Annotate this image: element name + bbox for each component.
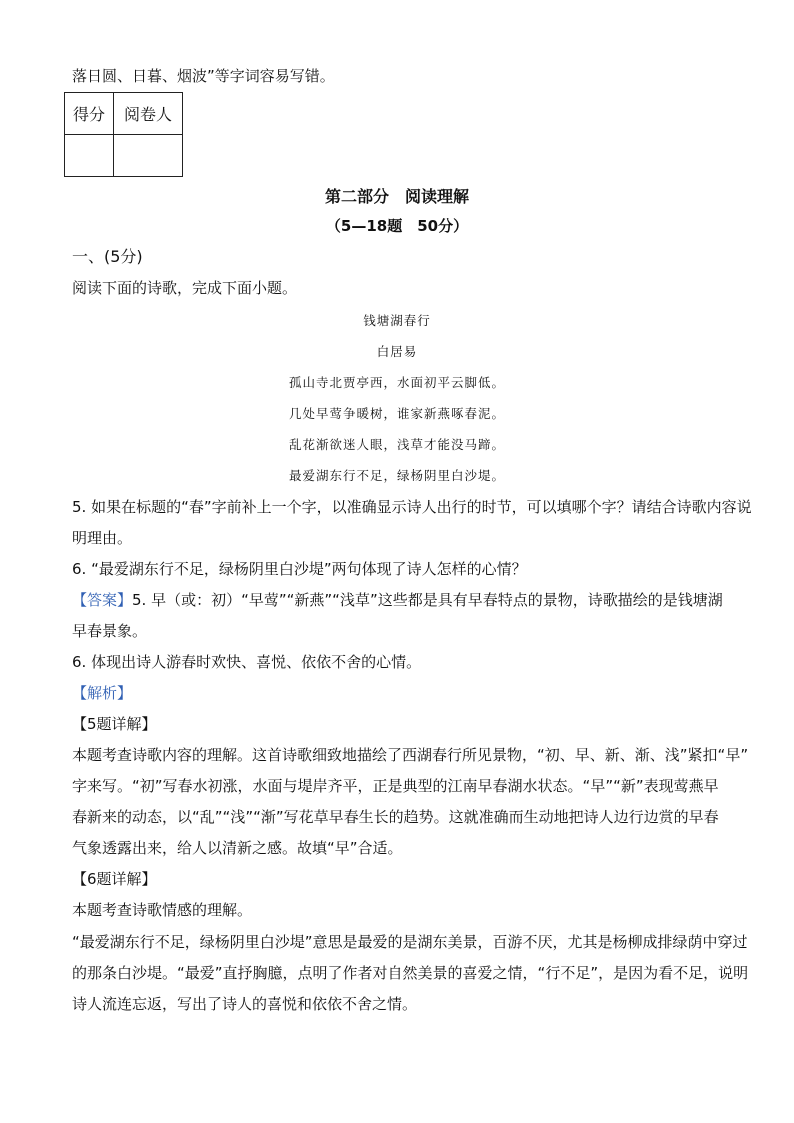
part-subtitle: （5—18题 50分）	[325, 217, 469, 235]
score-table	[64, 92, 183, 177]
answer-label: 【答案】	[72, 591, 133, 609]
poem-title: 钱塘湖春行	[363, 313, 431, 328]
question-5-line2: 明理由。	[72, 529, 133, 547]
poem-author: 白居易	[376, 344, 418, 359]
detail-5-line: 字来写。“初”写春水初涨，水面与堤岸齐平，正是典型的江南早春湖水状态。“早”“新”表现莺燕早	[72, 777, 719, 795]
detail-5-line: 本题考查诗歌内容的理解。这首诗歌细致地描绘了西湖春行所见景物，“初、早、新、渐、浅”紧扣“早”	[72, 746, 749, 764]
poem-line: 最爱湖东行不足，绿杨阴里白沙堤。	[288, 468, 505, 483]
detail-6-line: “最爱湖东行不足，绿杨阴里白沙堤”意思是最爱的是湖东美景，百游不厌，尤其是杨柳成排绿荫中穿过	[72, 933, 748, 951]
detail-6-line: 诗人流连忘返，写出了诗人的喜悦和依依不舍之情。	[72, 995, 418, 1013]
question-6: 6. “最爱湖东行不足，绿杨阴里白沙堤”两句体现了诗人怎样的心情？	[72, 560, 527, 578]
poem-line: 孤山寺北贾亭西，水面初平云脚低。	[288, 375, 505, 390]
score-cell[interactable]	[65, 135, 114, 177]
answer-line1	[72, 590, 723, 610]
answer-5-text: 5. 早（或：初）“早莺”“新燕”“浅草”这些都是具有早春特点的景物，诗歌描绘的是钱塘湖	[132, 591, 723, 609]
answer-5-line2: 早春景象。	[72, 622, 148, 640]
grader-cell[interactable]	[114, 135, 183, 177]
instruction: 阅读下面的诗歌，完成下面小题。	[72, 279, 298, 297]
analysis-label: 【解析】	[72, 684, 133, 702]
section-heading: 一、(5分)	[72, 247, 143, 266]
question-5-line1: 5. 如果在标题的“春”字前补上一个字，以准确显示诗人出行的时节，可以填哪个字？请结合诗歌内容说	[72, 498, 752, 516]
answer-6: 6. 体现出诗人游春时欢快、喜悦、依依不舍的心情。	[72, 653, 422, 671]
intro-line: 落日圆、日暮、烟波”等字词容易写错。	[72, 67, 335, 85]
poem-line: 乱花渐欲迷人眼，浅草才能没马蹄。	[288, 437, 505, 452]
detail-6-label: 【6题详解】	[72, 870, 157, 888]
detail-5-line: 气象透露出来，给人以清新之感。故填“早”合适。	[72, 839, 403, 857]
detail-5-label: 【5题详解】	[72, 715, 157, 733]
detail-6-intro: 本题考查诗歌情感的理解。	[72, 901, 253, 919]
detail-6-line: 的那条白沙堤。“最爱”直抒胸臆，点明了作者对自然美景的喜爱之情，“行不足”，是因为看不足，说明	[72, 964, 749, 982]
part-title: 第二部分 阅读理解	[324, 187, 469, 206]
score-header: 得分	[65, 93, 114, 135]
grader-header: 阅卷人	[114, 93, 183, 135]
detail-5-line: 春新来的动态，以“乱”“浅”“渐”写花草早春生长的趋势。这就准确而生动地把诗人边行边赏的早春	[72, 808, 719, 826]
poem-line: 几处早莺争暖树，谁家新燕啄春泥。	[288, 406, 505, 421]
